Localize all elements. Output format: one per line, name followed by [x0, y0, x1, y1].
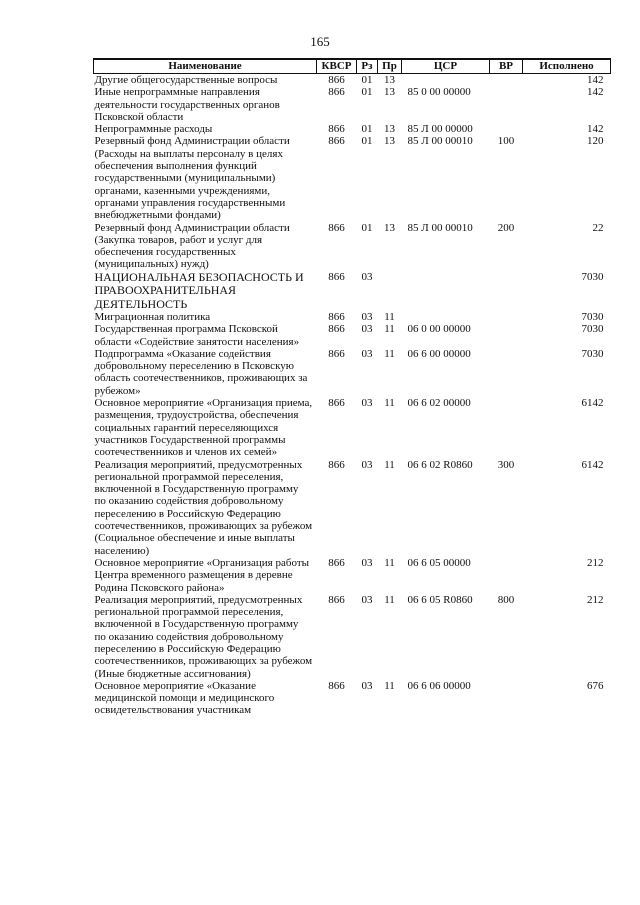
- table-row: [94, 271, 611, 311]
- cell-name: Резервный фонд Администрации области (Закупка товаров, работ и услуг для обеспечения государственных (муниципальных) нужд): [94, 221, 290, 271]
- cell-isp: 22: [592, 221, 604, 234]
- cell-vr: 800: [497, 593, 515, 606]
- cell-name: Другие общегосударственные вопросы: [94, 74, 278, 86]
- cell-rz: 01: [361, 221, 373, 234]
- cell-csr: 06 6 00 00000: [407, 347, 471, 360]
- cell-isp: 212: [587, 593, 604, 606]
- cell-pr: 13: [384, 86, 395, 99]
- cell-kvsr: 866: [328, 593, 345, 606]
- cell-name: Государственная программа Псковской области «Содействие занятости населения»: [94, 323, 300, 348]
- cell-vr: [490, 397, 523, 458]
- cell-csr: 06 0 00 00000: [407, 323, 471, 336]
- cell-rz: 03: [361, 347, 373, 360]
- cell-isp: 142: [587, 86, 604, 99]
- table-row: [94, 323, 611, 348]
- cell-csr: 06 6 02 R0860: [407, 458, 473, 471]
- cell-rz: 03: [361, 270, 373, 283]
- cell-pr: 13: [384, 74, 395, 86]
- cell-csr: 06 6 05 R0860: [407, 593, 473, 606]
- cell-kvsr: 866: [328, 323, 345, 336]
- cell-vr: [490, 557, 523, 594]
- cell-pr: 11: [384, 347, 395, 360]
- cell-isp: 212: [587, 556, 604, 569]
- cell-isp: 6142: [581, 458, 604, 471]
- cell-kvsr: 866: [328, 123, 345, 136]
- cell-name: Основное мероприятие «Организация приема, размещения, трудоустройства, обеспечения социальных гарантий переселяющихся участников Государственной программы соотечественников и членов их семей»: [94, 397, 313, 459]
- cell-csr: 06 6 06 00000: [407, 679, 471, 692]
- table-row: [94, 348, 611, 397]
- cell-name: НАЦИОНАЛЬНАЯ БЕЗОПАСНОСТЬ И ПРАВООХРАНИТЕЛЬНАЯ ДЕЯТЕЛЬНОСТЬ: [94, 269, 304, 311]
- table-row: [94, 459, 611, 557]
- cell-isp: 676: [587, 679, 604, 692]
- table-row: [94, 397, 611, 458]
- table-row: [94, 123, 611, 135]
- cell-vr: [490, 86, 523, 123]
- cell-pr: 11: [384, 310, 395, 323]
- header-vr: ВР: [490, 59, 523, 74]
- cell-kvsr: 866: [328, 270, 345, 283]
- cell-isp: 142: [587, 74, 604, 86]
- cell-pr: [378, 271, 402, 311]
- cell-pr: 13: [384, 135, 395, 148]
- cell-csr: 85 Л 00 00010: [407, 221, 473, 234]
- header-pr: Пр: [378, 59, 402, 74]
- table-row: [94, 135, 611, 221]
- cell-csr: [402, 311, 490, 323]
- budget-table-container: [93, 58, 610, 717]
- cell-kvsr: 866: [328, 397, 345, 410]
- cell-vr: 100: [497, 135, 515, 148]
- cell-isp: 7030: [581, 270, 604, 283]
- cell-kvsr: 866: [328, 86, 345, 99]
- table-row: [94, 594, 611, 680]
- cell-vr: [490, 323, 523, 348]
- cell-vr: 200: [497, 221, 515, 234]
- cell-name: Иные непрограммные направления деятельности государственных органов Псковской области: [94, 86, 280, 123]
- cell-kvsr: 866: [328, 556, 345, 569]
- header-name: Наименование: [94, 59, 317, 74]
- header-csr: ЦСР: [402, 59, 490, 74]
- cell-rz: 01: [361, 74, 373, 86]
- cell-vr: [490, 123, 523, 135]
- cell-name: Миграционная политика: [94, 310, 211, 323]
- cell-kvsr: 866: [328, 347, 345, 360]
- header-isp: Исполнено: [523, 59, 611, 74]
- cell-isp: 7030: [581, 347, 604, 360]
- cell-rz: 03: [361, 679, 373, 692]
- cell-pr: 13: [384, 123, 395, 136]
- cell-vr: 300: [497, 458, 515, 471]
- header-row: [94, 59, 611, 74]
- cell-name: Реализация мероприятий, предусмотренных региональной программой переселения, включенной в Государственную программу по оказанию содействия добровольному переселению в Российскую Федерацию соотечественников, проживающих за рубежом (Иные бюджетные ассигнования): [94, 593, 313, 680]
- table-row: [94, 680, 611, 717]
- cell-kvsr: 866: [328, 458, 345, 471]
- table-row: [94, 222, 611, 271]
- cell-rz: 03: [361, 310, 373, 323]
- cell-vr: [490, 74, 523, 87]
- cell-rz: 03: [361, 593, 373, 606]
- table-row: [94, 74, 611, 87]
- cell-kvsr: 866: [328, 679, 345, 692]
- cell-vr: [490, 271, 523, 311]
- cell-csr: 85 0 00 00000: [407, 86, 471, 99]
- cell-name: Резервный фонд Администрации области (Расходы на выплаты персоналу в целях обеспечения выполнения функций государственными (муниципальными) органами, казенными учреждениями, органами управления государственными внебюджетными фондами): [94, 135, 290, 222]
- table-body: [94, 74, 611, 717]
- cell-pr: 11: [384, 593, 395, 606]
- cell-name: Непрограммные расходы: [94, 123, 213, 136]
- cell-pr: 11: [384, 323, 395, 336]
- cell-isp: 7030: [581, 323, 604, 336]
- cell-rz: 01: [361, 123, 373, 136]
- cell-isp: 7030: [581, 310, 604, 323]
- cell-csr: 06 6 05 00000: [407, 556, 471, 569]
- cell-rz: 01: [361, 86, 373, 99]
- cell-rz: 03: [361, 556, 373, 569]
- cell-kvsr: 866: [328, 310, 345, 323]
- cell-kvsr: 866: [328, 74, 345, 86]
- table-header: [94, 59, 611, 74]
- cell-rz: 03: [361, 397, 373, 410]
- header-rz: Рз: [357, 59, 378, 74]
- cell-kvsr: 866: [328, 135, 345, 148]
- table-row: [94, 311, 611, 323]
- cell-vr: [490, 311, 523, 323]
- cell-kvsr: 866: [328, 221, 345, 234]
- cell-rz: 03: [361, 323, 373, 336]
- budget-execution-table: [93, 58, 611, 717]
- cell-pr: 11: [384, 679, 395, 692]
- cell-rz: 03: [361, 458, 373, 471]
- table-row: [94, 86, 611, 123]
- cell-pr: 11: [384, 458, 395, 471]
- cell-isp: 6142: [581, 397, 604, 410]
- cell-csr: 85 Л 00 00010: [407, 135, 473, 148]
- cell-csr: 85 Л 00 00000: [407, 123, 473, 136]
- cell-vr: [490, 348, 523, 397]
- table-row: [94, 557, 611, 594]
- cell-name: Подпрограмма «Оказание содействия добровольному переселению в Псковскую область соотечественников, проживающих за рубежом»: [94, 347, 308, 397]
- cell-name: Основное мероприятие «Организация работы Центра временного размещения в деревне Родина Псковского района»: [94, 556, 310, 594]
- header-kvsr: КВСР: [317, 59, 357, 74]
- cell-csr: 06 6 02 00000: [407, 397, 471, 410]
- cell-csr: [402, 271, 490, 311]
- cell-vr: [490, 680, 523, 717]
- cell-pr: 11: [384, 556, 395, 569]
- cell-name: Реализация мероприятий, предусмотренных региональной программой переселения, включенной в Государственную программу по оказанию содействия добровольному переселению в Российскую Федерацию соотечественников, проживающих за рубежом (Социальное обеспечение и иные выплаты населению): [94, 458, 313, 557]
- cell-pr: 13: [384, 221, 395, 234]
- cell-name: Основное мероприятие «Оказание медицинской помощи и медицинского освидетельствования участникам: [94, 679, 275, 717]
- cell-pr: 11: [384, 397, 395, 410]
- cell-isp: 142: [587, 123, 604, 136]
- cell-isp: 120: [587, 135, 604, 148]
- cell-rz: 01: [361, 135, 373, 148]
- cell-csr: [402, 74, 490, 87]
- page-number: 165: [310, 34, 330, 49]
